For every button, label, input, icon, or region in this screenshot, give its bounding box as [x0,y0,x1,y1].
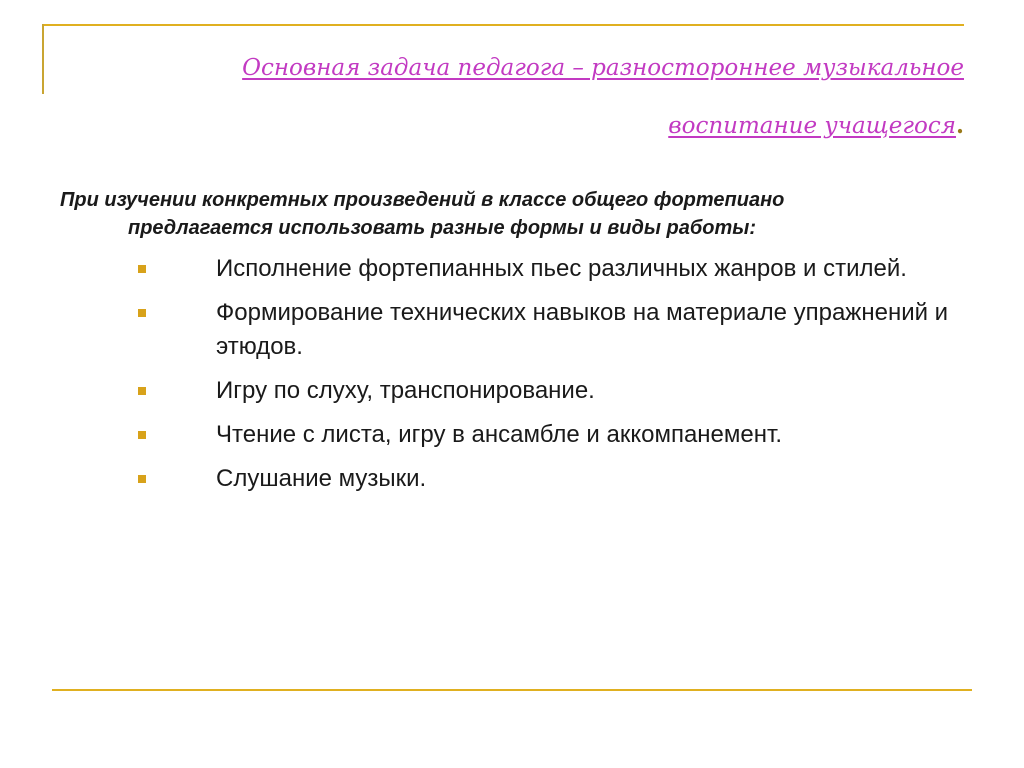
list-item-text: Формирование технических навыков на материале упражнений и этюдов. [216,299,949,360]
list-item [0,296,976,364]
frame-left-line [42,24,44,94]
list-item [0,462,976,496]
list-item [0,418,976,452]
square-bullet-icon [138,431,146,439]
title-line-1: Основная задача педагога – разностороннее музыкальное [242,55,964,81]
square-bullet-icon [138,387,146,395]
list-item-text: Игру по слуху, транспонирование. [216,377,595,404]
square-bullet-icon [138,265,146,273]
intro-line-2: предлагается использовать разные формы и виды работы: [128,217,756,239]
frame-bottom-line [52,689,972,691]
list-item [0,374,976,408]
list-item [0,252,976,286]
title-dot: . [955,112,964,139]
list-item-text: Чтение с листа, игру в ансамбле и аккомпанемент. [216,421,783,448]
frame-top-line [42,24,964,26]
intro-text [60,186,960,242]
square-bullet-icon [138,475,146,483]
slide-title [100,40,964,155]
title-line-2: воспитание учащегося [668,113,956,139]
list-item-text: Исполнение фортепианных пьес различных жанров и стилей. [216,255,907,282]
bullet-list [0,252,1024,506]
square-bullet-icon [138,309,146,317]
intro-line-1: При изучении конкретных произведений в классе общего фортепиано [60,189,785,211]
list-item-text: Слушание музыки. [216,465,427,492]
